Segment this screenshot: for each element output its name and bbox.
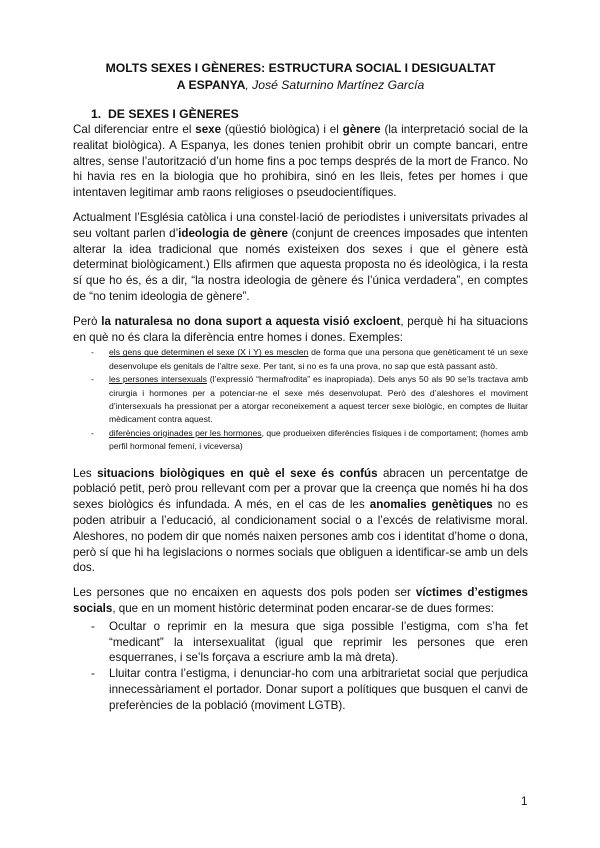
title-line-1: MOLTS SEXES I GÈNERES: ESTRUCTURA SOCIAL I DESIGUALTAT bbox=[105, 61, 496, 75]
paragraph-sex-gender: Cal diferenciar entre el sexe (qüestió biològica) i el gènere (la interpretació social de la realitat biològica). A Espanya, les dones tenien prohibit obrir un compte bancari, entre altres, sense l’autorització d’un home fins a poc temps després de la mort de Franco. No hi havia res en la biologia que ho prohibira, sinó en les lleis, fetes per homes i que intentaven legitimar amb raons religioses o pseudocientífiques. bbox=[73, 123, 528, 200]
list-item: - Lluitar contra l’estigma, i denunciar-ho com una arbitrarietat social que perjudica innecessàriament el portador. Donar suport a polítiques que busquen el canvi de preferències de la població (moviment LGTB). bbox=[91, 667, 528, 712]
title-separator: , bbox=[245, 78, 253, 92]
term-genere: gènere bbox=[342, 123, 381, 136]
term-situacions: situacions biològiques en què el sexe és confús bbox=[97, 466, 378, 480]
term-sexe: sexe bbox=[195, 123, 222, 136]
paragraph-ideologia: Actualment l’Església catòlica i una constel·lació de periodistes i universitats privades al seu voltant parlen d’ideologia de gènere (conjunt de creences imposades que intenten alterar la idea tradicional que només existeixen dos sexes i que el gènere està determinat biològicament.) Ells afirmen que aquesta proposta no és ideològica, i la resta sí que ho és, és a dir, “la nostra ideologia de gènere és l’única verdadera”, en comptes de “no tenim ideologia de gènere”. bbox=[73, 210, 528, 303]
term-anomalies: anomalies genètiques bbox=[369, 498, 493, 512]
list-item: - diferències originades per les hormones, que produeixen diferències físiques i de comportament; (homes amb perfil hormonal femení, i viceversa) bbox=[91, 427, 529, 452]
title-line-2: A ESPANYA bbox=[176, 78, 246, 92]
term-naturalesa: la naturalesa no dona suport a aquesta visió excloent bbox=[101, 314, 401, 328]
term-victimes: víctimes d’estigmes socials bbox=[73, 586, 528, 615]
examples-list bbox=[73, 346, 528, 453]
paragraph-situacions: Les situacions biològiques en què el sexe és confús abracen un percentatge de població petit, però prou rellevant com per a provar que la creença que només hi ha dos sexes biològics és infundada. A més, en el cas de les anomalies genètiques no es poden atribuir a l’educació, al condicionament social o a l’excés de relativisme moral. Aleshores, no podem dir que només naixen persones amb cos i identitat d’home o dona, però sí que hi ha legislacions o normes socials que obliguen a identificar-se amb un dels dos. bbox=[73, 466, 529, 575]
section-number: 1. bbox=[91, 107, 102, 121]
list-item: - les persones intersexuals (l’expressió “hermafrodita” es inapropiada). Dels anys 50 als 90 se’ls tractava amb cirurgia i hormones per a potenciar-ne el sexe més desenvolupat. Però des d’aleshores el moviment d’intersexuals ha pressionat per a atorgar reconeixement a aquest tercer sexe biològic, en comptes de lluitar mèdicament contra aquest. bbox=[91, 374, 528, 425]
section-heading bbox=[91, 106, 528, 122]
page-number: 1 bbox=[521, 795, 528, 808]
paragraph-naturalesa: Però la naturalesa no dona suport a aquesta visió excloent, perquè hi ha situacions en què no és clara la diferència entre homes i dones. Exemples: bbox=[73, 314, 528, 344]
term-ideologia-genere: ideologia de gènere bbox=[178, 226, 288, 240]
section-title: DE SEXES I GÈNERES bbox=[108, 107, 239, 121]
forms-list bbox=[73, 619, 528, 714]
list-item: - Ocultar o reprimir en la mesura que siga possible l’estigma, com s’ha fet “medicant” la intersexualitat (igual que reprimir les persones que eren esquerranes, i se’ls forçava a escriure amb la mà dreta). bbox=[91, 619, 528, 665]
paragraph-estigmes: Les persones que no encaixen en aquests dos pols poden ser víctimes d’estigmes socials, que en un moment històric determinat poden encarar-se de dues formes: bbox=[73, 586, 528, 615]
author-name: José Saturnino Martínez García bbox=[252, 78, 425, 92]
document-title bbox=[73, 60, 528, 94]
list-item: - els gens que determinen el sexe (X i Y) es mesclen de forma que una persona que genèticament té un sexe desenvolupe els genitals de l’altre sexe. Per tant, si no es fa una prova, no sap que està passant astò. bbox=[91, 347, 528, 371]
document-page bbox=[73, 60, 528, 714]
